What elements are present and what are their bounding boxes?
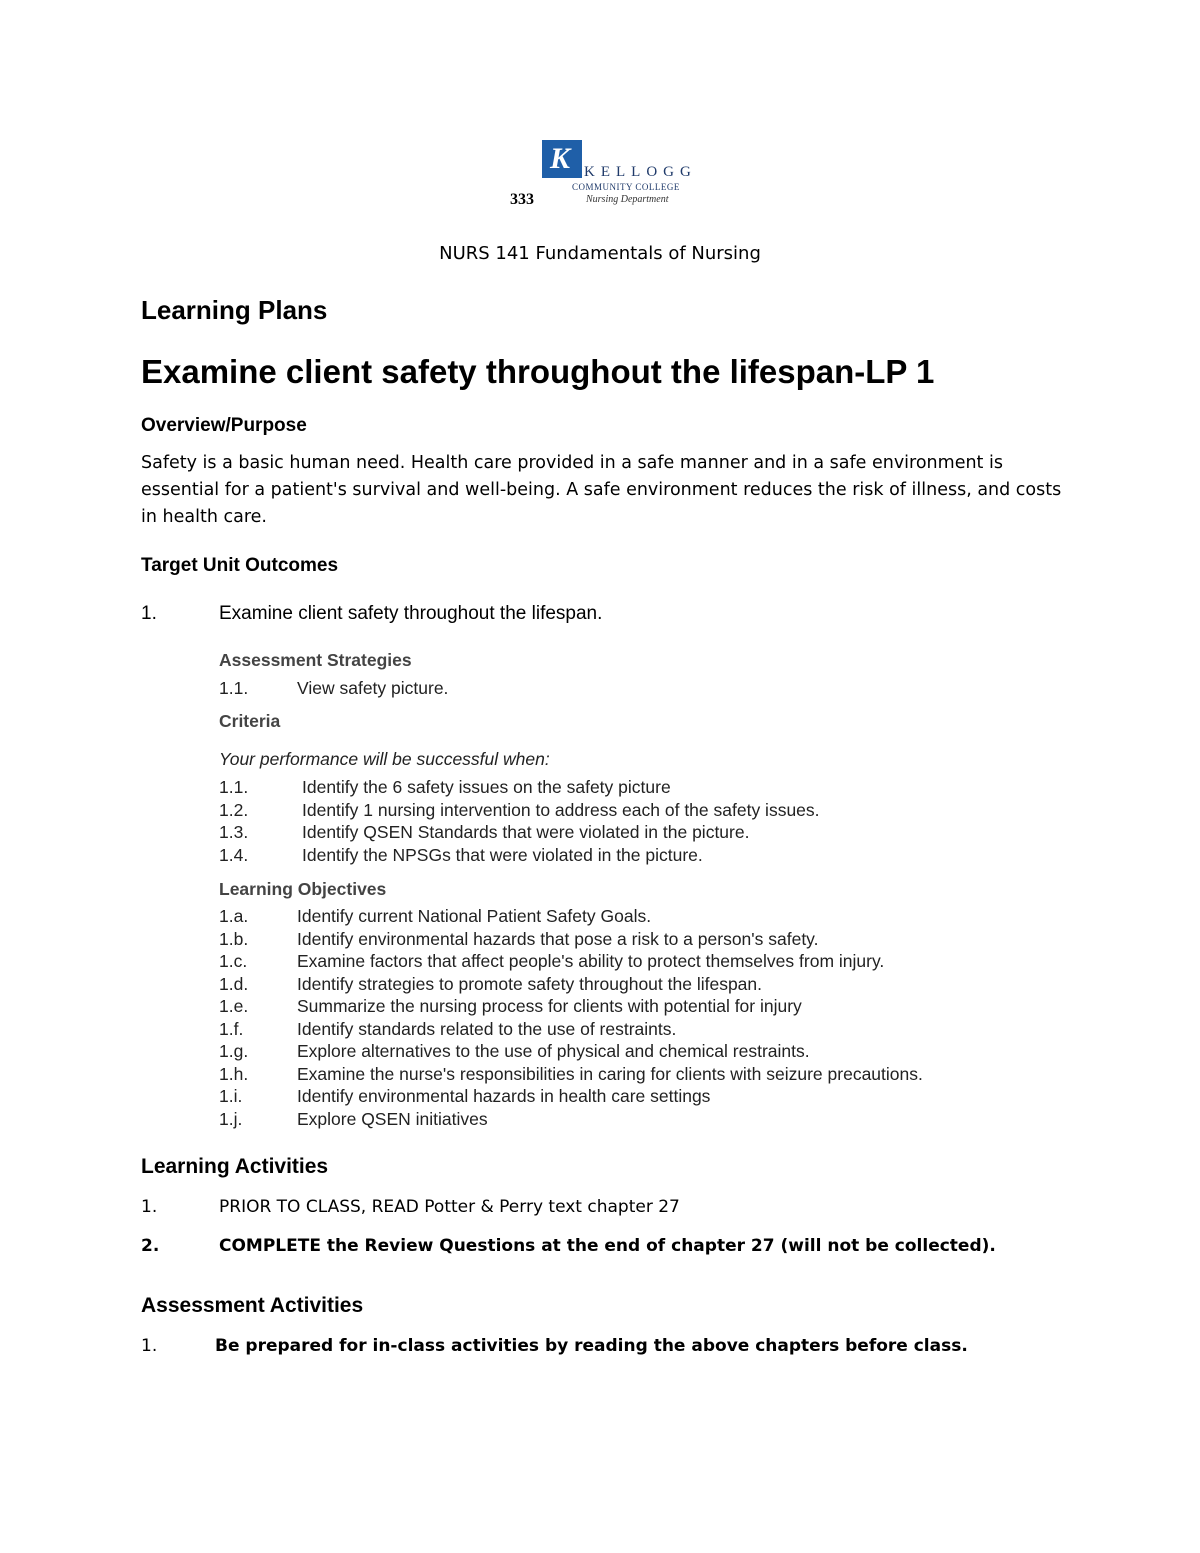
page-title: Examine client safety throughout the lifespan-LP 1 <box>141 353 935 390</box>
criteria-text: Identify 1 nursing intervention to address each of the safety issues. <box>302 800 820 820</box>
assessment-activities-heading: Assessment Activities <box>141 1294 364 1317</box>
objective-number: 1.f. <box>219 1019 244 1039</box>
objective-text: Identify standards related to the use of restraints. <box>297 1019 677 1039</box>
objective-text: Identify environmental hazards in health care settings <box>297 1086 711 1106</box>
activity-number: 1. <box>141 1197 158 1217</box>
criteria-text: Identify the 6 safety issues on the safety picture <box>302 777 671 797</box>
assessment-activity-number: 1. <box>141 1336 158 1356</box>
criteria-number: 1.2. <box>219 800 249 820</box>
logo-college: COMMUNITY COLLEGE <box>572 182 680 192</box>
overview-line-3: in health care. <box>141 507 267 527</box>
activity-text: PRIOR TO CLASS, READ Potter & Perry text chapter 27 <box>219 1197 680 1217</box>
overview-line-2: essential for a patient's survival and well-being. A safe environment reduces the risk of illness, and costs <box>141 480 1062 500</box>
objective-text: Identify strategies to promote safety throughout the lifespan. <box>297 974 762 994</box>
criteria-number: 1.3. <box>219 822 249 842</box>
outcomes-heading: Target Unit Outcomes <box>141 555 339 576</box>
learning-activities-heading: Learning Activities <box>141 1155 329 1178</box>
objective-number: 1.c. <box>219 951 248 971</box>
objective-text: Examine factors that affect people's ability to protect themselves from injury. <box>297 951 885 971</box>
overview-heading: Overview/Purpose <box>141 415 307 436</box>
objective-number: 1.i. <box>219 1086 243 1106</box>
objective-text: Explore QSEN initiatives <box>297 1109 488 1129</box>
objective-number: 1.j. <box>219 1109 243 1129</box>
criteria-number: 1.4. <box>219 845 249 865</box>
criteria-number: 1.1. <box>219 777 249 797</box>
section-heading: Learning Plans <box>141 295 328 325</box>
objective-number: 1.b. <box>219 929 249 949</box>
criteria-heading: Criteria <box>219 711 281 731</box>
objective-text: Identify environmental hazards that pose a risk to a person's safety. <box>297 929 819 949</box>
strategy-number: 1.1. <box>219 678 249 698</box>
logo-name: KELLOGG <box>584 164 697 180</box>
logo-mark: K <box>550 142 571 175</box>
objective-text: Identify current National Patient Safety Goals. <box>297 906 652 926</box>
objective-number: 1.a. <box>219 906 249 926</box>
logo-k-block <box>542 140 582 178</box>
activity-number: 2. <box>141 1236 160 1256</box>
criteria-intro: Your performance will be successful when: <box>219 749 550 769</box>
objective-number: 1.h. <box>219 1064 249 1084</box>
objectives-heading: Learning Objectives <box>219 879 387 899</box>
objective-number: 1.d. <box>219 974 249 994</box>
outcome-number: 1. <box>141 603 157 624</box>
overview-line-1: Safety is a basic human need. Health care provided in a safe manner and in a safe environment is <box>141 453 1003 473</box>
assessment-activity-text: Be prepared for in-class activities by reading the above chapters before class. <box>215 1336 968 1356</box>
objective-text: Summarize the nursing process for clients with potential for injury <box>297 996 802 1016</box>
criteria-text: Identify QSEN Standards that were violated in the picture. <box>302 822 750 842</box>
page-number: 333 <box>510 191 534 208</box>
assessment-strategies-heading: Assessment Strategies <box>219 650 412 670</box>
strategy-text: View safety picture. <box>297 678 449 698</box>
activity-text: COMPLETE the Review Questions at the end of chapter 27 (will not be collected). <box>219 1236 996 1256</box>
criteria-text: Identify the NPSGs that were violated in the picture. <box>302 845 703 865</box>
objective-number: 1.g. <box>219 1041 249 1061</box>
objective-number: 1.e. <box>219 996 249 1016</box>
objective-text: Examine the nurse's responsibilities in caring for clients with seizure precautions. <box>297 1064 923 1084</box>
outcome-text: Examine client safety throughout the lifespan. <box>219 603 603 624</box>
objective-text: Explore alternatives to the use of physical and chemical restraints. <box>297 1041 810 1061</box>
course-title: NURS 141 Fundamentals of Nursing <box>439 243 761 264</box>
college-logo <box>540 140 700 210</box>
logo-department: Nursing Department <box>586 194 669 205</box>
